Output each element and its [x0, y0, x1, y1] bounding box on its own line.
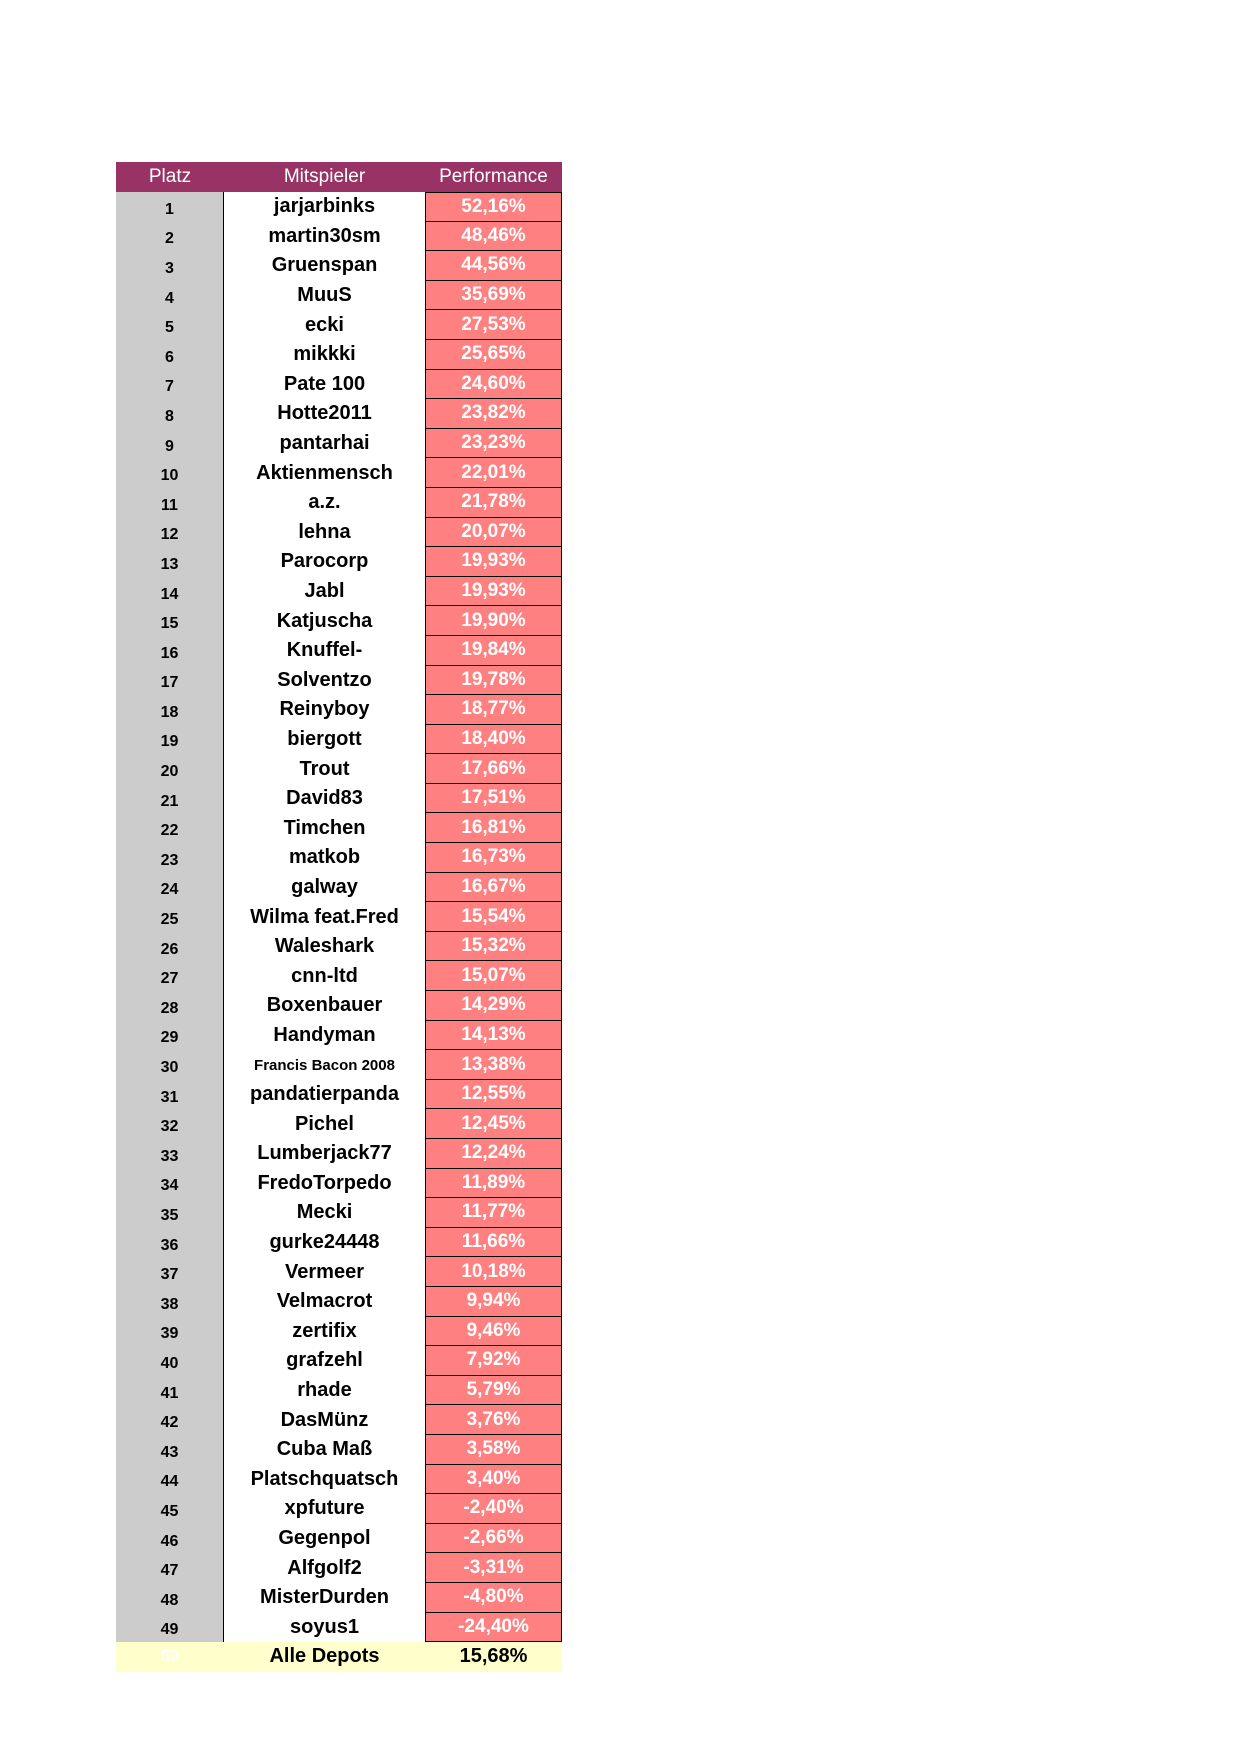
player-name-cell: Vermeer — [224, 1257, 425, 1287]
table-row — [116, 399, 562, 429]
rank-cell: 9 — [116, 429, 224, 459]
performance-cell: 3,40% — [425, 1465, 562, 1495]
table-row — [116, 754, 562, 784]
rank-cell: 26 — [116, 932, 224, 962]
table-row — [116, 547, 562, 577]
rank-cell: 45 — [116, 1494, 224, 1524]
table-row — [116, 902, 562, 932]
performance-cell: 19,93% — [425, 577, 562, 607]
table-row — [116, 961, 562, 991]
total-rank: 50 — [161, 1647, 179, 1665]
header-rank: Platz — [148, 166, 192, 187]
performance-cell: 9,46% — [425, 1317, 562, 1347]
table-row — [116, 873, 562, 903]
player-name-cell: Alfgolf2 — [224, 1553, 425, 1583]
player-name-cell: a.z. — [224, 488, 425, 518]
header-performance: Performance — [439, 166, 548, 187]
player-name-cell: Parocorp — [224, 547, 425, 577]
player-name-cell: zertifix — [224, 1317, 425, 1347]
table-row — [116, 932, 562, 962]
rank-cell: 49 — [116, 1613, 224, 1643]
table-row — [116, 1524, 562, 1554]
rank-cell: 13 — [116, 547, 224, 577]
total-performance: 15,68% — [459, 1645, 528, 1668]
rank-cell: 23 — [116, 843, 224, 873]
table-row — [116, 1139, 562, 1169]
rank-cell: 5 — [116, 310, 224, 340]
performance-cell: 10,18% — [425, 1257, 562, 1287]
rank-cell: 10 — [116, 458, 224, 488]
player-name-cell: Handyman — [224, 1021, 425, 1051]
rank-cell: 42 — [116, 1405, 224, 1435]
rank-cell: 17 — [116, 666, 224, 696]
rank-cell: 16 — [116, 636, 224, 666]
player-name-cell: Waleshark — [224, 932, 425, 962]
rank-cell: 47 — [116, 1553, 224, 1583]
table-row — [116, 1405, 562, 1435]
player-name-cell: Platschquatsch — [224, 1465, 425, 1495]
rank-cell: 43 — [116, 1435, 224, 1465]
table-row — [116, 1080, 562, 1110]
table-row — [116, 1613, 562, 1643]
rank-cell: 3 — [116, 251, 224, 281]
player-name-cell: Francis Bacon 2008 — [224, 1050, 425, 1080]
performance-cell: 12,45% — [425, 1109, 562, 1139]
table-row — [116, 340, 562, 370]
table-row — [116, 1050, 562, 1080]
player-name-cell: Solventzo — [224, 666, 425, 696]
performance-cell: 18,77% — [425, 695, 562, 725]
rank-cell: 21 — [116, 784, 224, 814]
performance-cell: -2,66% — [425, 1524, 562, 1554]
performance-cell: 24,60% — [425, 370, 562, 400]
performance-cell: 22,01% — [425, 458, 562, 488]
table-row — [116, 281, 562, 311]
performance-cell: 23,82% — [425, 399, 562, 429]
rank-cell: 30 — [116, 1050, 224, 1080]
rank-cell: 39 — [116, 1317, 224, 1347]
table-row — [116, 1257, 562, 1287]
player-name-cell: FredoTorpedo — [224, 1169, 425, 1199]
player-name-cell: Trout — [224, 754, 425, 784]
player-name-cell: Timchen — [224, 813, 425, 843]
rank-cell: 11 — [116, 488, 224, 518]
table-row — [116, 577, 562, 607]
rank-cell: 12 — [116, 518, 224, 548]
rank-cell: 22 — [116, 813, 224, 843]
rank-cell: 31 — [116, 1080, 224, 1110]
performance-cell: 25,65% — [425, 340, 562, 370]
table-row — [116, 695, 562, 725]
performance-cell: 16,73% — [425, 843, 562, 873]
rank-cell: 6 — [116, 340, 224, 370]
player-name-cell: Mecki — [224, 1198, 425, 1228]
table-row — [116, 1228, 562, 1258]
table-row — [116, 1376, 562, 1406]
performance-cell: 12,55% — [425, 1080, 562, 1110]
table-row — [116, 1198, 562, 1228]
performance-cell: 16,67% — [425, 873, 562, 903]
player-name-cell: Gegenpol — [224, 1524, 425, 1554]
rank-cell: 2 — [116, 222, 224, 252]
player-name-cell: Pichel — [224, 1109, 425, 1139]
player-name-cell: Gruenspan — [224, 251, 425, 281]
player-name-cell: jarjarbinks — [224, 192, 425, 222]
player-name-cell: soyus1 — [224, 1613, 425, 1643]
player-name-cell: Aktienmensch — [224, 458, 425, 488]
table-row — [116, 1583, 562, 1613]
rank-cell: 38 — [116, 1287, 224, 1317]
performance-cell: 9,94% — [425, 1287, 562, 1317]
table-row — [116, 1317, 562, 1347]
player-name-cell: Lumberjack77 — [224, 1139, 425, 1169]
performance-cell: 5,79% — [425, 1376, 562, 1406]
performance-cell: 27,53% — [425, 310, 562, 340]
performance-cell: 52,16% — [425, 192, 562, 222]
table-row — [116, 192, 562, 222]
player-name-cell: Velmacrot — [224, 1287, 425, 1317]
player-name-cell: gurke24448 — [224, 1228, 425, 1258]
rank-cell: 18 — [116, 695, 224, 725]
performance-cell: 19,84% — [425, 636, 562, 666]
performance-cell: 20,07% — [425, 518, 562, 548]
table-row — [116, 1109, 562, 1139]
player-name-cell: Jabl — [224, 577, 425, 607]
performance-cell: 35,69% — [425, 281, 562, 311]
player-name-cell: galway — [224, 873, 425, 903]
performance-cell: -2,40% — [425, 1494, 562, 1524]
player-name-cell: Hotte2011 — [224, 399, 425, 429]
player-name-cell: pantarhai — [224, 429, 425, 459]
table-row — [116, 458, 562, 488]
rank-cell: 4 — [116, 281, 224, 311]
performance-cell: -24,40% — [425, 1613, 562, 1643]
table-row — [116, 1435, 562, 1465]
player-name-cell: xpfuture — [224, 1494, 425, 1524]
player-name-cell: Pate 100 — [224, 370, 425, 400]
player-name-cell: martin30sm — [224, 222, 425, 252]
table-row — [116, 606, 562, 636]
table-row — [116, 666, 562, 696]
rank-cell: 33 — [116, 1139, 224, 1169]
total-name: Alle Depots — [269, 1645, 380, 1668]
player-name-cell: Reinyboy — [224, 695, 425, 725]
performance-cell: 15,07% — [425, 961, 562, 991]
rank-cell: 15 — [116, 606, 224, 636]
performance-cell: 7,92% — [425, 1346, 562, 1376]
rank-cell: 25 — [116, 902, 224, 932]
table-row — [116, 1287, 562, 1317]
player-name-cell: matkob — [224, 843, 425, 873]
rank-cell: 36 — [116, 1228, 224, 1258]
performance-cell: 11,77% — [425, 1198, 562, 1228]
ranking-table — [116, 162, 562, 1672]
performance-cell: 19,90% — [425, 606, 562, 636]
rank-cell: 29 — [116, 1021, 224, 1051]
performance-cell: 15,54% — [425, 902, 562, 932]
table-row — [116, 310, 562, 340]
performance-cell: 11,66% — [425, 1228, 562, 1258]
rank-cell: 46 — [116, 1524, 224, 1554]
table-row — [116, 251, 562, 281]
performance-cell: 3,76% — [425, 1405, 562, 1435]
performance-cell: 19,78% — [425, 666, 562, 696]
performance-cell: 19,93% — [425, 547, 562, 577]
table-row — [116, 636, 562, 666]
performance-cell: 48,46% — [425, 222, 562, 252]
performance-cell: 21,78% — [425, 488, 562, 518]
rank-cell: 19 — [116, 725, 224, 755]
rank-cell: 40 — [116, 1346, 224, 1376]
performance-cell: 11,89% — [425, 1169, 562, 1199]
performance-cell: 3,58% — [425, 1435, 562, 1465]
player-name-cell: Katjuscha — [224, 606, 425, 636]
performance-cell: 16,81% — [425, 813, 562, 843]
player-name-cell: grafzehl — [224, 1346, 425, 1376]
table-row — [116, 784, 562, 814]
rank-cell: 32 — [116, 1109, 224, 1139]
total-row — [116, 1642, 562, 1672]
header-player: Mitspieler — [283, 166, 366, 187]
performance-cell: 13,38% — [425, 1050, 562, 1080]
table-body — [116, 192, 562, 1642]
table-row — [116, 222, 562, 252]
player-name-cell: mikkki — [224, 340, 425, 370]
table-row — [116, 429, 562, 459]
player-name-cell: pandatierpanda — [224, 1080, 425, 1110]
table-row — [116, 370, 562, 400]
table-row — [116, 1494, 562, 1524]
table-row — [116, 991, 562, 1021]
rank-cell: 8 — [116, 399, 224, 429]
rank-cell: 41 — [116, 1376, 224, 1406]
player-name-cell: rhade — [224, 1376, 425, 1406]
player-name-cell: David83 — [224, 784, 425, 814]
player-name-cell: Boxenbauer — [224, 991, 425, 1021]
table-row — [116, 1346, 562, 1376]
rank-cell: 1 — [116, 192, 224, 222]
player-name-cell: Wilma feat.Fred — [224, 902, 425, 932]
table-header — [116, 162, 562, 192]
table-row — [116, 843, 562, 873]
player-name-cell: ecki — [224, 310, 425, 340]
performance-cell: -3,31% — [425, 1553, 562, 1583]
performance-cell: 12,24% — [425, 1139, 562, 1169]
rank-cell: 24 — [116, 873, 224, 903]
performance-cell: 15,32% — [425, 932, 562, 962]
table-row — [116, 488, 562, 518]
performance-cell: 14,13% — [425, 1021, 562, 1051]
rank-cell: 34 — [116, 1169, 224, 1199]
table-row — [116, 1021, 562, 1051]
player-name-cell: Cuba Maß — [224, 1435, 425, 1465]
player-name-cell: Knuffel- — [224, 636, 425, 666]
rank-cell: 20 — [116, 754, 224, 784]
table-row — [116, 725, 562, 755]
table-row — [116, 1169, 562, 1199]
rank-cell: 44 — [116, 1465, 224, 1495]
rank-cell: 27 — [116, 961, 224, 991]
rank-cell: 14 — [116, 577, 224, 607]
rank-cell: 35 — [116, 1198, 224, 1228]
player-name-cell: cnn-ltd — [224, 961, 425, 991]
rank-cell: 48 — [116, 1583, 224, 1613]
performance-cell: 14,29% — [425, 991, 562, 1021]
rank-cell: 28 — [116, 991, 224, 1021]
player-name-cell: DasMünz — [224, 1405, 425, 1435]
table-row — [116, 1465, 562, 1495]
performance-cell: 18,40% — [425, 725, 562, 755]
performance-cell: 23,23% — [425, 429, 562, 459]
player-name-cell: biergott — [224, 725, 425, 755]
rank-cell: 7 — [116, 370, 224, 400]
table-row — [116, 518, 562, 548]
performance-cell: -4,80% — [425, 1583, 562, 1613]
performance-cell: 44,56% — [425, 251, 562, 281]
player-name-cell: MuuS — [224, 281, 425, 311]
player-name-cell: MisterDurden — [224, 1583, 425, 1613]
performance-cell: 17,66% — [425, 754, 562, 784]
player-name-cell: lehna — [224, 518, 425, 548]
rank-cell: 37 — [116, 1257, 224, 1287]
table-row — [116, 813, 562, 843]
performance-cell: 17,51% — [425, 784, 562, 814]
table-row — [116, 1553, 562, 1583]
